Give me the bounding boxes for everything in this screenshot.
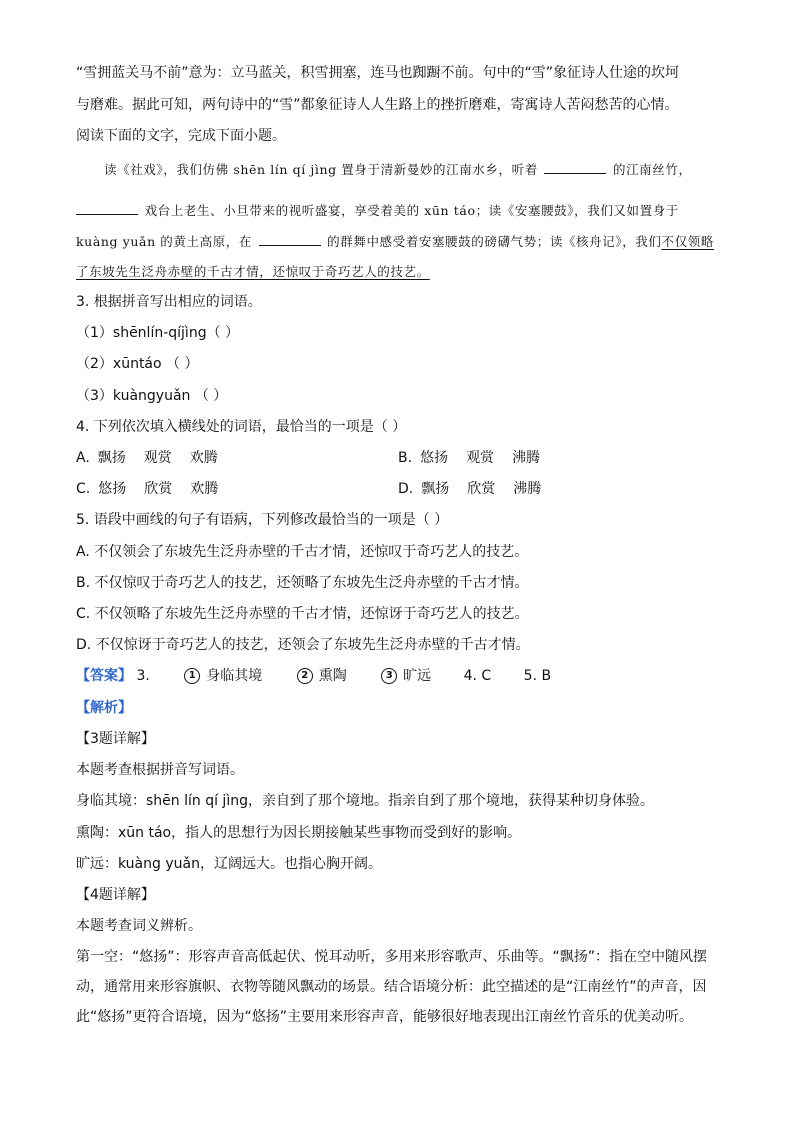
- question-5-stem: 5. 语段中画线的句子有语病，下列修改最恰当的一项是（ ）: [76, 512, 449, 528]
- passage-text: 的江南丝竹，: [612, 162, 692, 177]
- question-3-stem: 3. 根据拼音写出相应的词语。: [76, 294, 262, 310]
- passage-text: 戏台上老生、小旦带来的视听盛宴，享受着美的 xūn táo；读《安塞腰鼓》，我们又如置身于: [144, 203, 679, 218]
- q3-detail-line-2: 熏陶：xūn táo，指人的思想行为因长期接触某些事物而受到好的影响。: [76, 825, 522, 841]
- q3-detail-intro: 本题考查根据拼音写词语。: [76, 762, 244, 778]
- circled-number-3: 3: [381, 668, 397, 684]
- question-4-row-2: [76, 480, 726, 498]
- question-5-option-b: B. 不仅惊叹于奇巧艺人的技艺，还领略了东坡先生泛舟赤壁的千古才情。: [76, 575, 529, 591]
- question-5-option-a: A. 不仅领会了东坡先生泛舟赤壁的千古才情，还惊叹于奇巧艺人的技艺。: [76, 544, 529, 560]
- q4-detail-intro: 本题考查词义辨析。: [76, 918, 202, 934]
- q4-detail-heading: 【4题详解】: [76, 887, 155, 903]
- question-5-option-d: D. 不仅惊讶于奇巧艺人的技艺，还领会了东坡先生泛舟赤壁的千古才情。: [76, 637, 530, 653]
- q3-detail-line-1: 身临其境：shēn lín qí jìng，亲自到了那个境地。指亲自到了那个境地，获得某种切身体验。: [76, 793, 654, 809]
- answer-item-3: 旷远: [403, 668, 432, 684]
- fill-blank-1: [544, 159, 606, 174]
- underlined-sentence: 了东坡先生泛舟赤壁的千古才情，还惊叹于奇巧艺人的技艺。: [76, 264, 430, 279]
- answer-tag: 【答案】: [76, 668, 132, 684]
- passage-line-2: [76, 200, 726, 220]
- answer-q5: 5. B: [523, 668, 552, 684]
- q4-detail-paragraph: 第一空：“悠扬”：形容声音高低起伏、悦耳动听，多用来形容歌声、乐曲等。“飘扬”：指在空中随风摆动，通常用来形容旗帜、衣物等随风飘动的场景。结合语境分析：此空描述的是“江南丝竹”的声音，因此“悠扬”更符合语境，因为“悠扬”主要用来形容声音，能够很好地表现出江南丝竹音乐的优美动听。: [76, 949, 708, 1025]
- question-4-stem: 4. 下列依次填入横线处的词语，最恰当的一项是（ ）: [76, 419, 407, 435]
- answer-item-1: 身临其境: [206, 668, 263, 684]
- q3-detail-line-3: 旷远：kuàng yuǎn，辽阔远大。也指心胸开阔。: [76, 856, 382, 872]
- intro-line-2: 与磨难。据此可知，两句诗中的“雪”都象征诗人人生路上的挫折磨难，寄寓诗人苦闷愁苦的心情。: [76, 97, 679, 113]
- passage-line-4: [76, 263, 726, 281]
- option-d: D. 飘扬 欣赏 沸腾: [398, 481, 542, 497]
- option-c: C. 悠扬 欣赏 欢腾: [76, 481, 219, 497]
- answer-item-2: 熏陶: [318, 668, 347, 684]
- fill-blank-2: [76, 200, 138, 215]
- question-3-item-1: （1）shēnlín-qíjìng（ ）: [76, 325, 240, 341]
- circled-number-1: 1: [184, 668, 200, 684]
- answer-line: [76, 667, 726, 685]
- passage-text: 读《社戏》，我们仿佛 shēn lín qí jìng 置身于清新曼妙的江南水乡，听着: [104, 162, 538, 177]
- question-3-item-3: （3）kuàngyuǎn （ ）: [76, 388, 228, 404]
- analysis-tag: 【解析】: [76, 700, 132, 716]
- q3-detail-heading: 【3题详解】: [76, 731, 155, 747]
- question-5-option-c: C. 不仅领略了东坡先生泛舟赤壁的千古才情，还惊讶于奇巧艺人的技艺。: [76, 606, 529, 622]
- circled-number-2: 2: [297, 668, 313, 684]
- option-a: A. 飘扬 观赏 欢腾: [76, 450, 218, 466]
- answer-q4: 4. C: [463, 668, 492, 684]
- option-b: B. 悠扬 观赏 沸腾: [398, 450, 541, 466]
- reading-instruction: 阅读下面的文字，完成下面小题。: [76, 128, 286, 144]
- passage-line-3: [76, 231, 726, 251]
- question-3-item-2: （2）xūntáo （ ）: [76, 356, 199, 372]
- fill-blank-3: [259, 231, 321, 246]
- question-4-row-1: [76, 449, 726, 467]
- passage-text: 的群舞中感受着安塞腰鼓的磅礴气势；读《核舟记》，我们: [327, 234, 662, 249]
- answer-q3-number: 3.: [136, 668, 150, 684]
- intro-line-1: “雪拥蓝关马不前”意为：立马蓝关，积雪拥塞，连马也踟蹰不前。句中的“雪”象征诗人仕途的坎坷: [76, 65, 680, 81]
- passage-text: kuàng yuǎn 的黄土高原，在: [76, 234, 252, 249]
- passage-line-1: [104, 159, 754, 179]
- underlined-sentence: 不仅领略: [661, 234, 714, 249]
